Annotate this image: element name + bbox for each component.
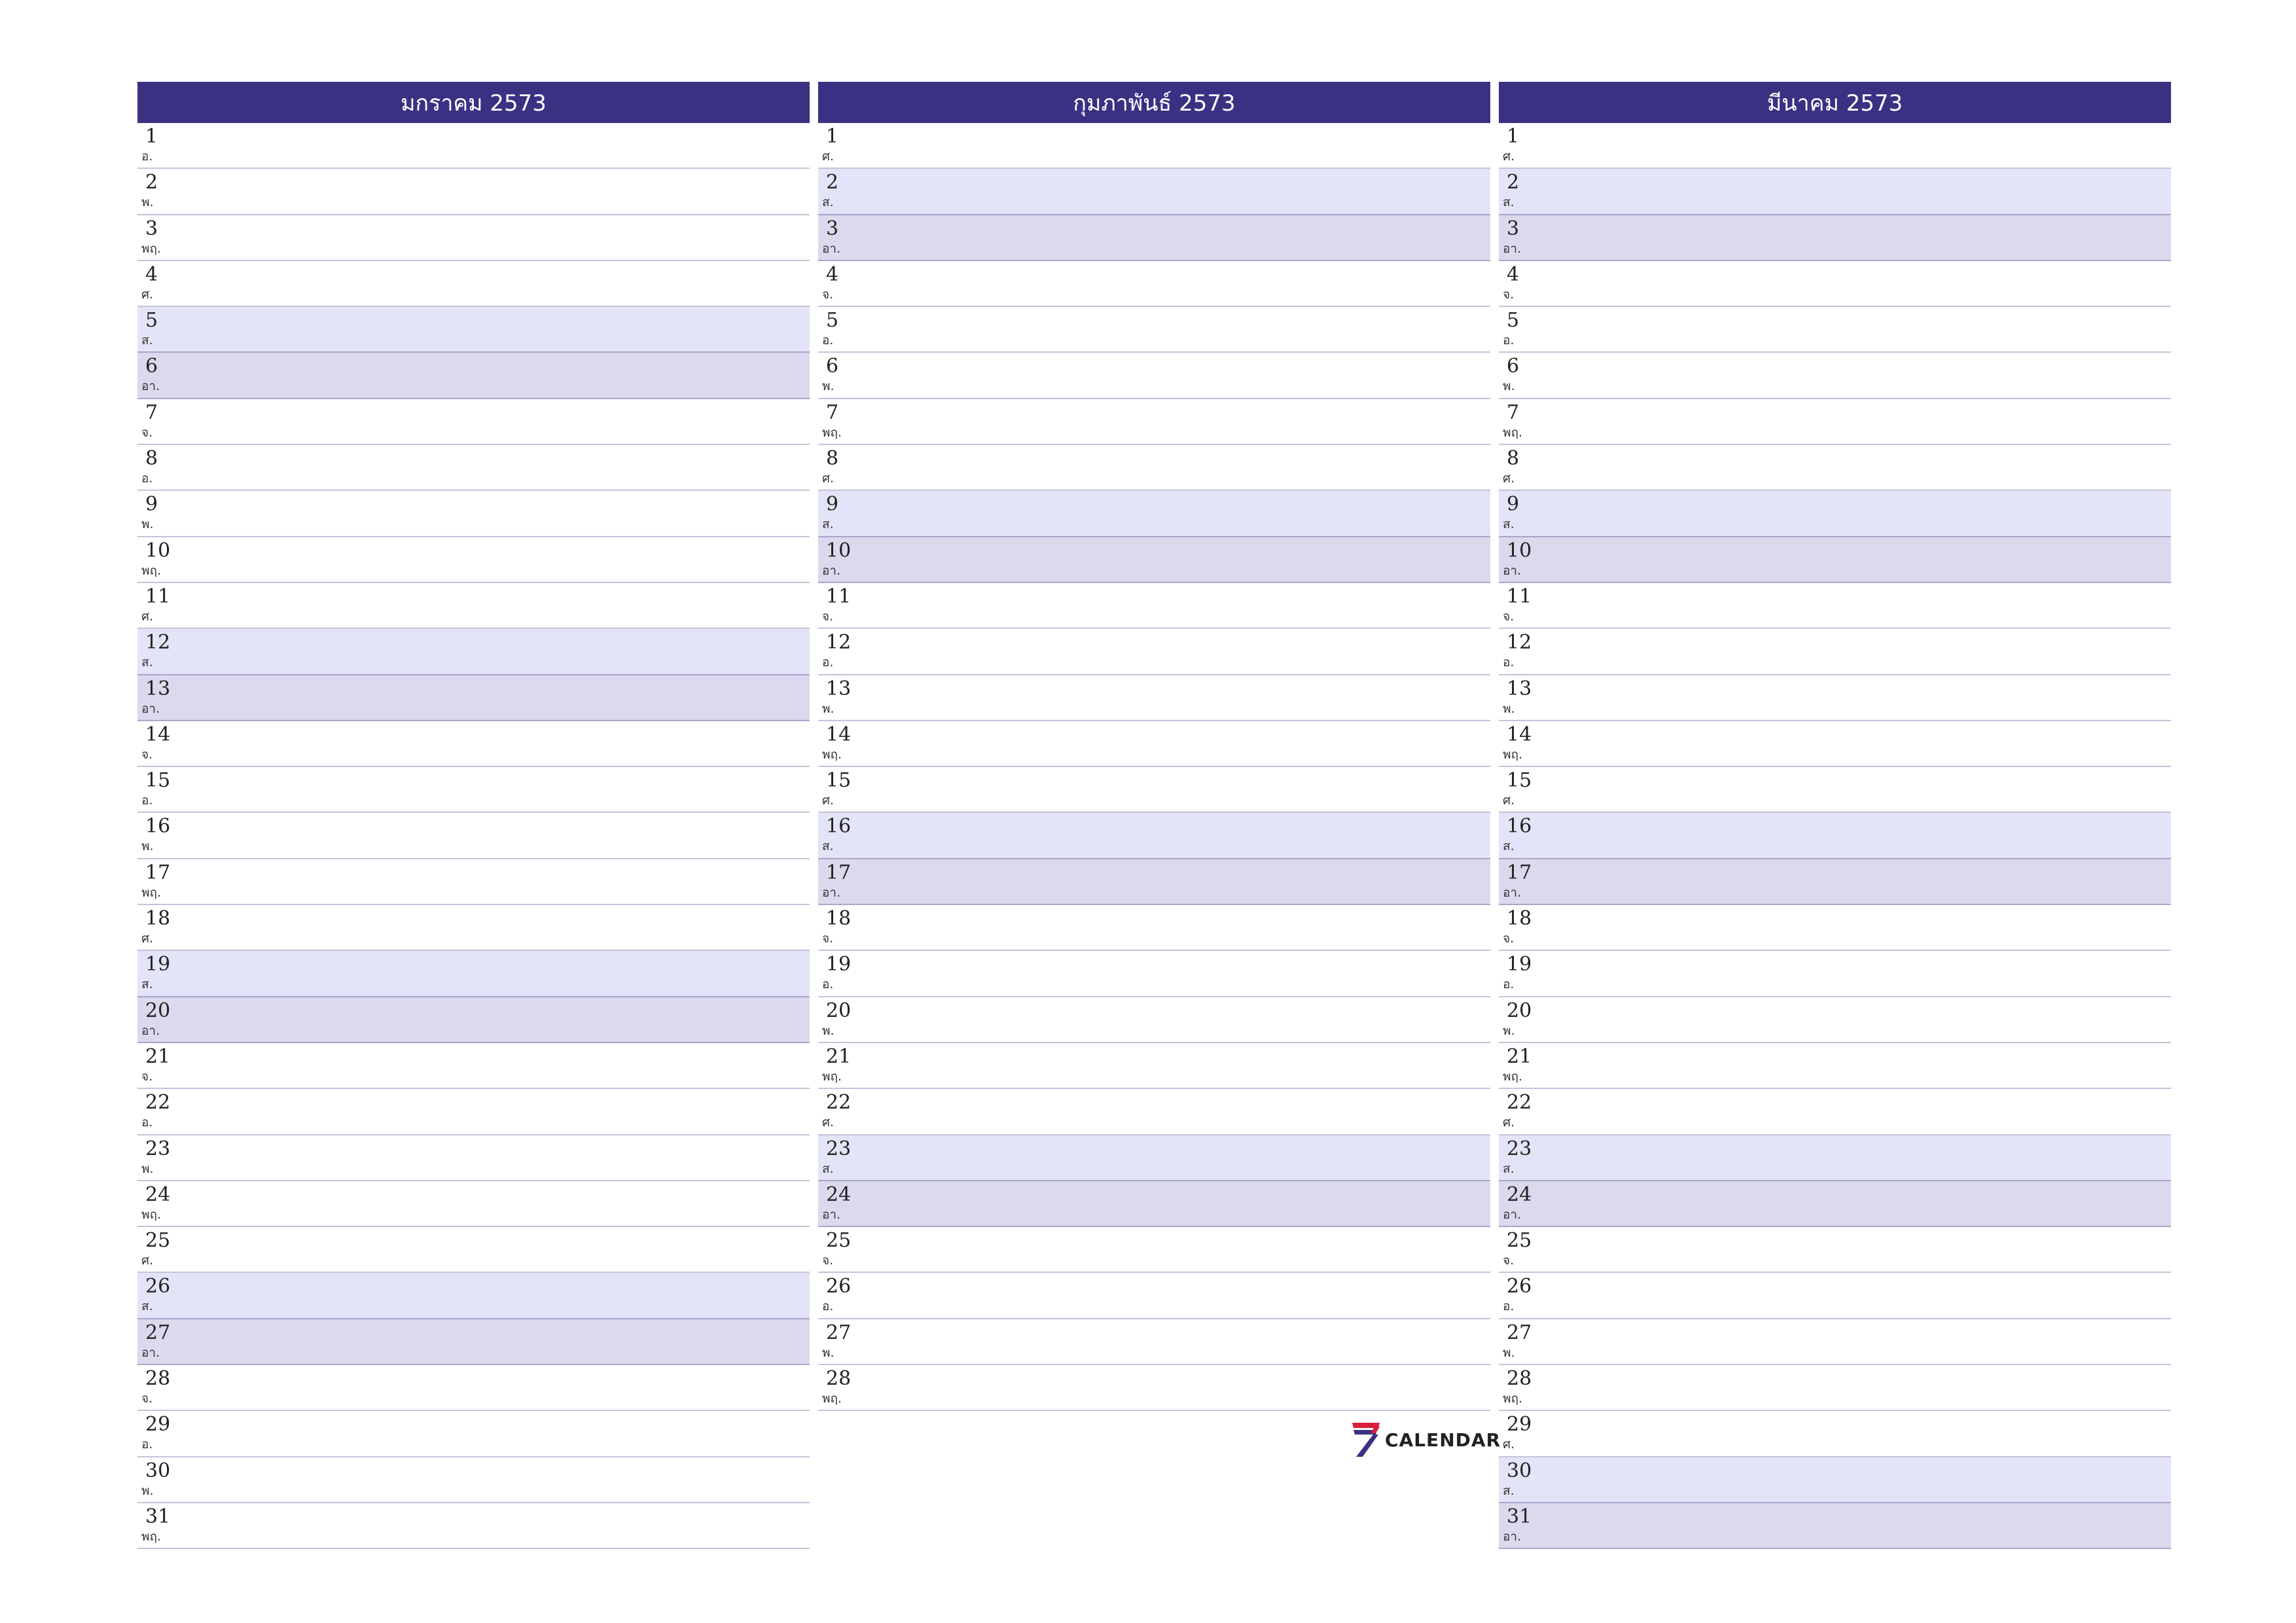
day-number: 3 — [145, 217, 158, 240]
weekday-abbrev: พฤ. — [1503, 1069, 1523, 1084]
weekday-abbrev: จ. — [822, 931, 834, 946]
weekday-abbrev: อา. — [822, 563, 841, 578]
day-number: 28 — [145, 1367, 171, 1391]
weekday-abbrev: พ. — [141, 1483, 154, 1498]
day-number: 14 — [826, 722, 852, 746]
day-row — [818, 675, 1490, 721]
day-row — [137, 353, 810, 399]
day-number: 21 — [1507, 1044, 1532, 1068]
weekday-abbrev: ส. — [822, 517, 834, 532]
day-number: 15 — [145, 769, 171, 793]
day-number: 23 — [145, 1137, 171, 1160]
day-number: 2 — [826, 171, 839, 194]
day-number: 9 — [826, 493, 839, 516]
day-row — [137, 1273, 810, 1319]
day-row — [1499, 675, 2171, 721]
month-column-2 — [818, 82, 1490, 1411]
day-number: 29 — [1507, 1413, 1532, 1436]
weekday-abbrev: อา. — [141, 1345, 160, 1360]
day-row — [137, 537, 810, 583]
weekday-abbrev: อ. — [822, 655, 834, 670]
day-row — [137, 1043, 810, 1089]
weekday-abbrev: ส. — [1503, 517, 1515, 532]
day-number: 26 — [145, 1275, 171, 1298]
day-number: 25 — [1507, 1229, 1532, 1253]
day-row — [1499, 1457, 2171, 1503]
weekday-abbrev: อา. — [1503, 1529, 1522, 1544]
day-row — [137, 1411, 810, 1457]
day-number: 14 — [145, 722, 171, 746]
day-row — [137, 307, 810, 353]
day-number: 21 — [145, 1044, 171, 1068]
day-row — [1499, 1135, 2171, 1181]
day-number: 4 — [145, 262, 158, 286]
day-row — [818, 307, 1490, 353]
day-row — [1499, 997, 2171, 1043]
day-row — [1499, 215, 2171, 261]
weekday-abbrev: พ. — [1503, 1345, 1515, 1360]
day-number: 2 — [145, 171, 158, 194]
day-row — [137, 675, 810, 721]
day-row — [1499, 1043, 2171, 1089]
month-column-1 — [137, 82, 810, 1549]
day-row — [818, 1089, 1490, 1135]
day-number: 18 — [826, 907, 852, 931]
weekday-abbrev: พ. — [1503, 379, 1515, 394]
day-number: 1 — [826, 125, 839, 148]
weekday-abbrev: พฤ. — [822, 1391, 842, 1406]
day-row — [137, 1365, 810, 1411]
day-number: 12 — [145, 631, 171, 654]
weekday-abbrev: พ. — [141, 517, 154, 532]
day-row — [1499, 491, 2171, 537]
weekday-abbrev: ศ. — [141, 609, 154, 624]
weekday-abbrev: ศ. — [141, 931, 154, 946]
weekday-abbrev: พ. — [141, 195, 154, 210]
day-number: 4 — [1507, 262, 1520, 286]
month-header: มกราคม 2573 — [137, 82, 810, 123]
day-row — [137, 951, 810, 997]
day-row — [818, 1043, 1490, 1089]
day-number: 6 — [826, 355, 839, 378]
day-number: 9 — [145, 493, 158, 516]
weekday-abbrev: ส. — [822, 1161, 834, 1176]
day-number: 6 — [1507, 355, 1520, 378]
day-number: 10 — [1507, 539, 1532, 562]
day-row — [818, 905, 1490, 951]
day-number: 11 — [826, 584, 852, 608]
weekday-abbrev: อา. — [822, 241, 841, 256]
day-number: 18 — [145, 907, 171, 931]
weekday-abbrev: พ. — [141, 1161, 154, 1176]
day-row — [818, 1273, 1490, 1319]
day-number: 1 — [1507, 125, 1520, 148]
weekday-abbrev: จ. — [1503, 609, 1515, 624]
weekday-abbrev: อ. — [822, 1299, 834, 1314]
day-row — [818, 583, 1490, 629]
day-row — [818, 399, 1490, 445]
weekday-abbrev: ศ. — [822, 793, 834, 808]
day-number: 28 — [1507, 1367, 1532, 1391]
day-number: 13 — [145, 677, 171, 700]
day-number: 2 — [1507, 171, 1520, 194]
weekday-abbrev: อา. — [1503, 885, 1522, 900]
day-number: 13 — [1507, 677, 1532, 700]
weekday-abbrev: จ. — [1503, 1253, 1515, 1268]
weekday-abbrev: ศ. — [822, 1115, 834, 1130]
weekday-abbrev: พฤ. — [1503, 1391, 1523, 1406]
day-row — [137, 813, 810, 859]
weekday-abbrev: พ. — [822, 1023, 834, 1038]
day-row — [1499, 1411, 2171, 1457]
day-number: 9 — [1507, 493, 1520, 516]
day-row — [1499, 905, 2171, 951]
day-row — [1499, 537, 2171, 583]
weekday-abbrev: พฤ. — [822, 1069, 842, 1084]
day-number: 15 — [1507, 769, 1532, 793]
day-list — [1499, 123, 2171, 1549]
logo-text: CALENDAR — [1385, 1429, 1501, 1451]
day-row — [818, 1227, 1490, 1273]
day-number: 3 — [826, 217, 839, 240]
weekday-abbrev: ส. — [141, 1299, 153, 1314]
weekday-abbrev: พ. — [822, 701, 834, 716]
day-row — [1499, 859, 2171, 905]
day-number: 12 — [826, 631, 852, 654]
day-number: 26 — [1507, 1275, 1532, 1298]
day-row — [137, 215, 810, 261]
weekday-abbrev: ศ. — [141, 1253, 154, 1268]
weekday-abbrev: ส. — [141, 655, 153, 670]
weekday-abbrev: อ. — [141, 1437, 153, 1452]
day-number: 17 — [826, 861, 852, 884]
weekday-abbrev: อ. — [822, 333, 834, 348]
weekday-abbrev: ศ. — [1503, 1115, 1515, 1130]
day-row — [818, 537, 1490, 583]
day-row — [818, 629, 1490, 675]
day-row — [818, 1319, 1490, 1365]
day-number: 11 — [145, 584, 171, 608]
weekday-abbrev: พฤ. — [141, 1529, 162, 1544]
day-number: 17 — [145, 861, 171, 884]
day-number: 18 — [1507, 907, 1532, 931]
calendar-logo — [1350, 1420, 1501, 1459]
day-row — [137, 123, 810, 169]
day-number: 14 — [1507, 722, 1532, 746]
day-number: 27 — [826, 1321, 852, 1344]
weekday-abbrev: ส. — [1503, 1161, 1515, 1176]
day-row — [137, 1089, 810, 1135]
day-number: 31 — [145, 1505, 171, 1528]
weekday-abbrev: จ. — [822, 287, 834, 302]
day-row — [137, 445, 810, 491]
day-row — [818, 491, 1490, 537]
day-row — [818, 859, 1490, 905]
day-row — [137, 1457, 810, 1503]
weekday-abbrev: ส. — [822, 195, 834, 210]
day-number: 3 — [1507, 217, 1520, 240]
weekday-abbrev: ส. — [822, 839, 834, 854]
day-number: 15 — [826, 769, 852, 793]
month-header: มีนาคม 2573 — [1499, 82, 2171, 123]
day-number: 5 — [826, 309, 839, 332]
day-row — [1499, 123, 2171, 169]
day-number: 8 — [145, 447, 158, 471]
day-number: 13 — [826, 677, 852, 700]
day-number: 24 — [145, 1183, 171, 1206]
day-number: 1 — [145, 125, 158, 148]
weekday-abbrev: อา. — [822, 1207, 841, 1222]
weekday-abbrev: จ. — [141, 1069, 153, 1084]
day-number: 7 — [826, 401, 839, 424]
day-row — [137, 1227, 810, 1273]
weekday-abbrev: ศ. — [1503, 793, 1515, 808]
day-number: 20 — [826, 999, 852, 1022]
day-row — [137, 1181, 810, 1227]
day-row — [1499, 951, 2171, 997]
weekday-abbrev: พฤ. — [822, 425, 842, 440]
day-number: 20 — [1507, 999, 1532, 1022]
day-number: 24 — [826, 1183, 852, 1206]
day-row — [137, 859, 810, 905]
day-row — [818, 951, 1490, 997]
weekday-abbrev: พฤ. — [141, 885, 162, 900]
weekday-abbrev: พ. — [1503, 1023, 1515, 1038]
day-number: 19 — [826, 953, 852, 976]
day-row — [818, 169, 1490, 215]
day-row — [137, 1503, 810, 1549]
weekday-abbrev: พฤ. — [141, 1207, 162, 1222]
weekday-abbrev: จ. — [1503, 287, 1515, 302]
weekday-abbrev: อ. — [1503, 333, 1515, 348]
day-row — [1499, 307, 2171, 353]
weekday-abbrev: อ. — [141, 149, 153, 164]
day-row — [1499, 261, 2171, 307]
weekday-abbrev: ศ. — [822, 471, 834, 486]
weekday-abbrev: อา. — [822, 885, 841, 900]
weekday-abbrev: จ. — [822, 1253, 834, 1268]
day-number: 31 — [1507, 1505, 1532, 1528]
seven-logo-icon — [1350, 1421, 1381, 1458]
day-row — [137, 629, 810, 675]
day-row — [818, 1365, 1490, 1411]
day-number: 17 — [1507, 861, 1532, 884]
day-row — [1499, 813, 2171, 859]
weekday-abbrev: พฤ. — [141, 241, 162, 256]
day-row — [818, 1135, 1490, 1181]
weekday-abbrev: จ. — [141, 1391, 153, 1406]
weekday-abbrev: ส. — [1503, 195, 1515, 210]
weekday-abbrev: ศ. — [141, 287, 154, 302]
day-number: 12 — [1507, 631, 1532, 654]
day-number: 30 — [145, 1459, 171, 1482]
weekday-abbrev: อา. — [141, 701, 160, 716]
day-number: 8 — [1507, 447, 1520, 471]
weekday-abbrev: อ. — [1503, 1299, 1515, 1314]
day-row — [1499, 169, 2171, 215]
day-number: 7 — [145, 401, 158, 424]
day-row — [137, 583, 810, 629]
day-number: 21 — [826, 1044, 852, 1068]
weekday-abbrev: ศ. — [1503, 1437, 1515, 1452]
day-row — [1499, 353, 2171, 399]
day-number: 29 — [145, 1413, 171, 1436]
weekday-abbrev: ส. — [141, 977, 153, 992]
day-row — [818, 767, 1490, 813]
weekday-abbrev: อ. — [1503, 977, 1515, 992]
day-row — [1499, 1319, 2171, 1365]
day-row — [1499, 445, 2171, 491]
weekday-abbrev: พฤ. — [1503, 747, 1523, 762]
day-row — [1499, 767, 2171, 813]
day-number: 5 — [145, 309, 158, 332]
weekday-abbrev: อ. — [822, 977, 834, 992]
weekday-abbrev: อ. — [141, 471, 153, 486]
day-row — [1499, 1503, 2171, 1549]
day-row — [818, 721, 1490, 767]
day-row — [1499, 721, 2171, 767]
day-list — [818, 123, 1490, 1411]
day-number: 22 — [1507, 1091, 1532, 1115]
weekday-abbrev: พ. — [1503, 701, 1515, 716]
day-row — [1499, 399, 2171, 445]
day-number: 24 — [1507, 1183, 1532, 1206]
day-row — [1499, 1089, 2171, 1135]
weekday-abbrev: พฤ. — [822, 747, 842, 762]
day-row — [137, 905, 810, 951]
day-number: 28 — [826, 1367, 852, 1391]
day-row — [137, 261, 810, 307]
day-row — [818, 997, 1490, 1043]
month-column-3 — [1499, 82, 2171, 1549]
day-number: 26 — [826, 1275, 852, 1298]
day-number: 4 — [826, 262, 839, 286]
day-number: 16 — [1507, 815, 1532, 838]
weekday-abbrev: ศ. — [822, 149, 834, 164]
weekday-abbrev: พฤ. — [141, 563, 162, 578]
weekday-abbrev: ศ. — [1503, 471, 1515, 486]
day-number: 8 — [826, 447, 839, 471]
day-number: 25 — [826, 1229, 852, 1253]
day-number: 27 — [1507, 1321, 1532, 1344]
weekday-abbrev: จ. — [822, 609, 834, 624]
day-row — [818, 123, 1490, 169]
day-number: 16 — [145, 815, 171, 838]
day-row — [137, 491, 810, 537]
day-row — [818, 445, 1490, 491]
day-number: 22 — [145, 1091, 171, 1115]
day-list — [137, 123, 810, 1549]
day-row — [818, 353, 1490, 399]
weekday-abbrev: จ. — [141, 425, 153, 440]
weekday-abbrev: อา. — [1503, 241, 1522, 256]
day-row — [818, 261, 1490, 307]
weekday-abbrev: อ. — [1503, 655, 1515, 670]
weekday-abbrev: จ. — [141, 747, 153, 762]
day-row — [137, 399, 810, 445]
weekday-abbrev: พ. — [822, 1345, 834, 1360]
weekday-abbrev: ส. — [141, 333, 153, 348]
day-number: 7 — [1507, 401, 1520, 424]
weekday-abbrev: อ. — [141, 1115, 153, 1130]
weekday-abbrev: ส. — [1503, 839, 1515, 854]
day-number: 25 — [145, 1229, 171, 1253]
day-row — [1499, 1273, 2171, 1319]
day-row — [137, 997, 810, 1043]
day-number: 30 — [1507, 1459, 1532, 1482]
day-number: 22 — [826, 1091, 852, 1115]
day-row — [137, 1135, 810, 1181]
day-number: 10 — [145, 539, 171, 562]
day-row — [137, 1319, 810, 1365]
day-number: 19 — [145, 953, 171, 976]
day-number: 27 — [145, 1321, 171, 1344]
weekday-abbrev: อา. — [1503, 1207, 1522, 1222]
day-number: 5 — [1507, 309, 1520, 332]
day-row — [1499, 1181, 2171, 1227]
day-row — [818, 1181, 1490, 1227]
weekday-abbrev: อ. — [141, 793, 153, 808]
day-row — [137, 721, 810, 767]
weekday-abbrev: ส. — [1503, 1483, 1515, 1498]
day-row — [818, 215, 1490, 261]
day-row — [1499, 629, 2171, 675]
weekday-abbrev: อา. — [1503, 563, 1522, 578]
month-header: กุมภาพันธ์ 2573 — [818, 82, 1490, 123]
weekday-abbrev: อา. — [141, 379, 160, 394]
weekday-abbrev: พฤ. — [1503, 425, 1523, 440]
day-row — [1499, 1227, 2171, 1273]
day-number: 10 — [826, 539, 852, 562]
day-number: 11 — [1507, 584, 1532, 608]
day-number: 19 — [1507, 953, 1532, 976]
day-number: 23 — [1507, 1137, 1532, 1160]
weekday-abbrev: พ. — [141, 839, 154, 854]
day-number: 20 — [145, 999, 171, 1022]
day-row — [1499, 583, 2171, 629]
day-row — [137, 767, 810, 813]
day-row — [1499, 1365, 2171, 1411]
day-number: 16 — [826, 815, 852, 838]
weekday-abbrev: อา. — [141, 1023, 160, 1038]
weekday-abbrev: ศ. — [1503, 149, 1515, 164]
day-number: 23 — [826, 1137, 852, 1160]
day-number: 6 — [145, 355, 158, 378]
day-row — [137, 169, 810, 215]
weekday-abbrev: พ. — [822, 379, 834, 394]
day-row — [818, 813, 1490, 859]
weekday-abbrev: จ. — [1503, 931, 1515, 946]
